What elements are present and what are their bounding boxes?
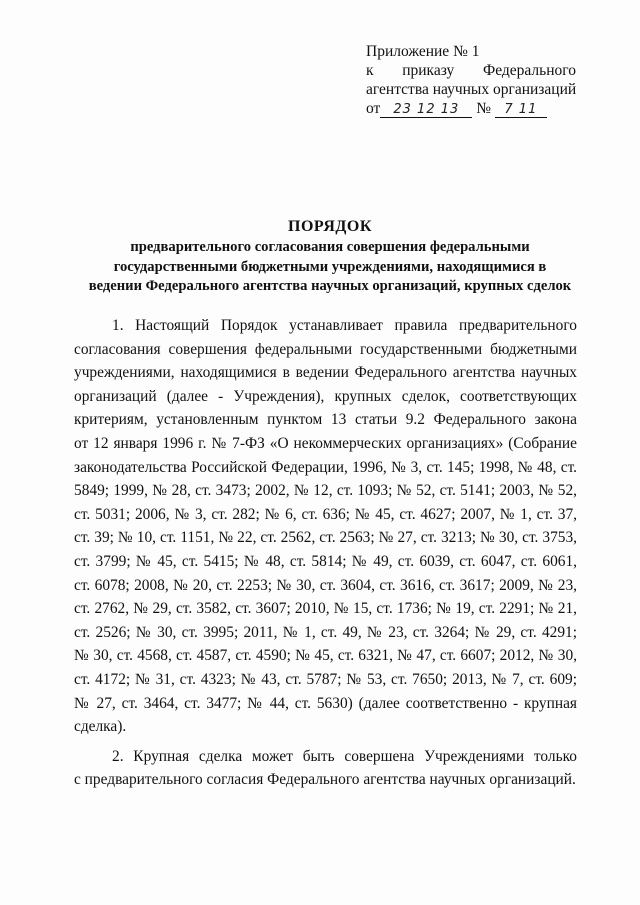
text-line: законодательства Российской Федерации, 1996, № 3, ст. 145; 1998, № 48, ст. xyxy=(74,458,577,476)
text-line: № 30, ст. 4568, ст. 4587, ст. 4590; № 45, ст. 6321, № 47, ст. 6607; 2012, № 30, xyxy=(74,647,577,665)
subtitle-line: ведении Федерального агентства научных организаций, крупных сделок xyxy=(88,278,572,294)
handwritten-date: 23 12 13 xyxy=(380,102,472,118)
date-prefix: от xyxy=(366,100,381,117)
number-prefix: № xyxy=(476,100,491,117)
text-line: ст. 4172; № 31, ст. 4323; № 43, ст. 5787; № 53, ст. 7650; 2013, № 7, ст. 609; xyxy=(74,670,577,688)
subtitle-line: государственными бюджетными учреждениями, находящимися в xyxy=(113,258,547,275)
text-line: ст. 5031; 2006, № 3, ст. 282; № 6, ст. 636; № 45, ст. 4627; 2007, № 1, ст. 37, xyxy=(74,505,577,523)
paragraph-1 xyxy=(74,314,577,739)
text-line: сделка). xyxy=(74,718,127,736)
appendix-block xyxy=(366,42,576,118)
document-body xyxy=(74,314,577,792)
text-line: ст. 39; № 10, ст. 1151, № 22, ст. 2562, ст. 2563; № 27, ст. 3213; № 30, ст. 3753, xyxy=(74,529,577,547)
text-line: с предварительного согласия Федерального агентства научных организаций. xyxy=(74,771,576,789)
text-line: ст. 2526; № 30, ст. 3995; 2011, № 1, ст. 49, № 23, ст. 3264; № 29, ст. 4291; xyxy=(74,623,577,641)
appendix-date-line xyxy=(366,99,576,118)
text-line: ст. 3799; № 45, ст. 5415; № 48, ст. 5814; № 49, ст. 6039, ст. 6047, ст. 6061, xyxy=(74,552,577,570)
title-block xyxy=(60,217,600,297)
text-line: 1. Настоящий Порядок устанавливает правила предварительного xyxy=(112,317,577,334)
text-line: организаций (далее - Учреждения), крупных сделок, соответствующих xyxy=(74,387,577,405)
handwritten-number: 7 11 xyxy=(495,102,547,118)
subtitle-line: предварительного согласования совершения федеральными xyxy=(130,239,530,255)
document-title: ПОРЯДОК xyxy=(288,218,372,235)
text-line: 2. Крупная сделка может быть совершена Учреждениями только xyxy=(112,747,577,765)
text-line: от 12 января 1996 г. № 7-ФЗ «О некоммерческих организациях» (Собрание xyxy=(74,434,577,452)
appendix-word: приказу xyxy=(402,62,455,79)
appendix-order-line xyxy=(366,61,576,80)
paragraph-2 xyxy=(74,745,577,792)
appendix-number: Приложение № 1 xyxy=(366,43,480,60)
appendix-word: Федерального xyxy=(482,62,576,79)
text-line: учреждениями, находящимися в ведении Федерального агентства научных xyxy=(74,364,577,382)
text-line: согласования совершения федеральными государственными бюджетными xyxy=(74,340,577,358)
document-subtitle xyxy=(60,238,600,297)
text-line: критериям, установленным пунктом 13 статьи 9.2 Федерального закона xyxy=(74,411,577,429)
text-line: ст. 2762, № 29, ст. 3582, ст. 3607; 2010, № 15, ст. 1736; № 19, ст. 2291; № 21, xyxy=(74,600,577,618)
text-line: ст. 6078; 2008, № 20, ст. 2253; № 30, ст. 3604, ст. 3616, ст. 3617; 2009, № 23, xyxy=(74,576,577,594)
text-line: № 27, ст. 3464, ст. 3477; № 44, ст. 5630) (далее соответственно - крупная xyxy=(74,694,577,712)
text-line: 5849; 1999, № 28, ст. 3473; 2002, № 12, ст. 1093; № 52, ст. 5141; 2003, № 52, xyxy=(74,482,577,500)
appendix-agency: агентства научных организаций xyxy=(366,81,577,98)
appendix-word: к xyxy=(366,62,374,79)
